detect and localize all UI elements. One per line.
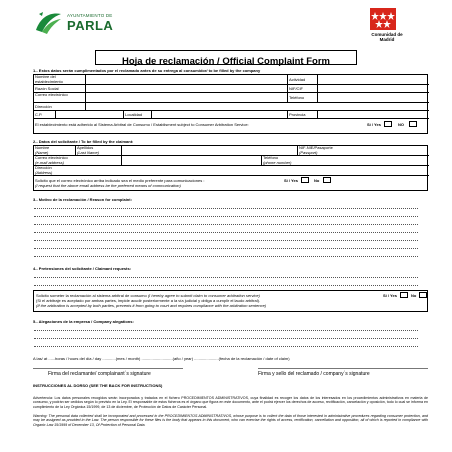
comms-no-checkbox[interactable] (323, 177, 331, 183)
field-label-nif-cif: NIF/CIF (288, 85, 318, 93)
arbitration-request-yes-label: Si / Yes (383, 293, 397, 298)
claimant-signature-line[interactable] (33, 368, 183, 369)
arbitration-request-no-checkbox[interactable] (419, 292, 427, 298)
madrid-logo (356, 8, 416, 44)
nif-cif-input[interactable] (318, 85, 429, 93)
city-name: PARLA (67, 18, 114, 33)
section1-heading: 1.- Estos datos serán cumplimentados por el reclamado antes de su entrega al consumidor/ to be filled by the company (33, 68, 261, 73)
activity-input[interactable] (318, 75, 429, 85)
section1-table (33, 74, 428, 134)
claimant-phone-label[interactable]: Teléfono (phone number) (262, 156, 429, 166)
region-name: Comunidad de Madrid (371, 32, 403, 42)
parla-swirl-icon (33, 10, 63, 36)
arbitration-request-box (33, 290, 428, 312)
city-ayto-label: AYUNTAMIENTO DE (67, 13, 113, 18)
arbitration-no-checkbox[interactable] (409, 121, 417, 127)
cp-input[interactable] (56, 111, 124, 119)
field-label-address: Dirección (34, 103, 86, 111)
comms-yes-checkbox[interactable] (301, 177, 309, 183)
arbitration-adhered-label: El establecimiento está adherido al Sistema Arbitral de Consumo / Establisment subject to Consumer Arbitration Service: (35, 122, 249, 127)
company-email-input[interactable] (86, 93, 288, 103)
claimant-nif-label[interactable]: NIF-NIE/Pasaporte (Passport) (298, 146, 429, 156)
arbitration-no-label: NO (398, 122, 404, 127)
section5-heading: 5.- Alegaciones de la empresa / Company alegations: (33, 319, 134, 324)
razon-social-input[interactable] (86, 85, 288, 93)
parla-logo (33, 10, 128, 38)
field-label-email: Correo electrónico (34, 93, 86, 103)
comms-no-label: No (314, 178, 320, 183)
field-label-phone: Teléfono (288, 93, 318, 103)
page-title: Hoja de reclamación / Official Complaint Form (122, 56, 330, 67)
localidad-input[interactable] (152, 111, 288, 119)
comms-preference-label-en: (I request that the above email address be the preferred means of communication) (35, 183, 181, 188)
section4-heading: 4.- Pretensiones del solicitante / Claimant requests: (33, 266, 132, 271)
company-phone-input[interactable] (318, 93, 429, 103)
arbitration-request-yes-checkbox[interactable] (400, 292, 408, 298)
company-signature-label: Firma y sello del reclamado / company´s signature (258, 371, 370, 377)
section3-heading: 3.- Motivo de la reclamación / Reason for complaint: (33, 197, 132, 202)
field-label-establishment: Nombre del establecimiento (34, 75, 86, 85)
claimant-signature-label: Firma del reclamante/ complainant´s signature (48, 371, 151, 377)
field-label-activity: Actividad (288, 75, 318, 85)
comms-preference-label: Solicito que el correo electrónico arriba indicado sea el medio preferente para comunicaciones : (35, 178, 205, 183)
arbitration-yes-checkbox[interactable] (384, 121, 392, 127)
claimant-email-input[interactable] (122, 156, 262, 166)
claimant-name-label: Nombre (Name) (34, 146, 76, 156)
arbitration-request-line2: (Si el arbitraje es aceptado por ambas partes, impide acudir posteriormente a la vía judicial y obliga a cumplir el laudo arbitral). (36, 298, 261, 303)
instructions-note: INSTRUCCIONES AL DORSO (SEE THE BACK FOR INSTRUCTIONS) (33, 383, 163, 388)
claimant-address-label[interactable]: Dirección (Address) (34, 166, 429, 176)
form-title-box (95, 50, 357, 65)
legal-notice-en: Warning: The personal data collected shall be incorporated and processed in the PROCEDIMIENTOS ADMINISTRATIVOS, whose purpose is to collect the data of those interested in administrative procedures regarding consumer protection, and may be assigned as provided in the Law. The person responsible for these files is the body that appears in this document, who can exercise the rights of access, rectification, cancellation and opposition, all of which is reported in compliance with Organic Law 15/1999 of December 13, Of Protection of Personal Data. (33, 414, 428, 427)
provincia-input[interactable] (318, 111, 429, 119)
madrid-flag-icon (370, 8, 396, 30)
comms-yes-label: Si / Yes (284, 178, 298, 183)
company-address-input[interactable] (86, 103, 429, 111)
arbitration-request-line3: (If the arbitration is accepted by both parties, prevents it from going to court and requires compliance with the arbitration sentence) (36, 303, 267, 308)
field-label-localidad: Localidad (124, 111, 152, 119)
field-label-razon-social: Razón Social (34, 85, 86, 93)
section2-table (33, 145, 428, 191)
field-label-provincia: Provincia (288, 111, 318, 119)
claimant-lastname-label: Apellidos (Last Name) (76, 146, 122, 156)
establishment-input[interactable] (86, 75, 288, 85)
arbitration-request-no-label: No (411, 293, 417, 298)
claimant-email-label: Correo electrónico (e-mail address) (34, 156, 122, 166)
arbitration-yes-label: Sí / Yes (367, 122, 381, 127)
date-line[interactable]: A las/ at ......horas / hours del día / day ............(mes / month) ............................(año / year) ......................(fecha de la reclamación / date of claim) (33, 356, 290, 361)
legal-notice-es: Advertencia: Los datos personales recogidos serán incorporados y tratados en el fichero PROCEDIMIENTOS ADMINISTRATIVOS, cuya finalidad es recoger los datos de los interesados en los procedimientos administrativos en materia de consumo, y podrán ser cedidos según lo previsto en la Ley. El responsable de estos ficheros es el órgano que figura en este documento, ante el podrá ejercer los derechos de acceso, rectificación, cancelación y oposición, todo lo cual se informa en cumplimiento de la Ley Orgánica 15/1999, de 13 de diciembre, de Protección de Datos de Carácter Personal. (33, 396, 428, 409)
field-label-cp: C.P. (34, 111, 56, 119)
section2-heading: 2.- Datos del solicitante / To be filled by the claimant: (33, 139, 134, 144)
company-signature-line[interactable] (258, 368, 428, 369)
arbitration-request-line1: Solicito someter la reclamación al sistema arbitral de consumo (I hereby agree to submit claim to consumer arbitration service) (36, 293, 260, 298)
